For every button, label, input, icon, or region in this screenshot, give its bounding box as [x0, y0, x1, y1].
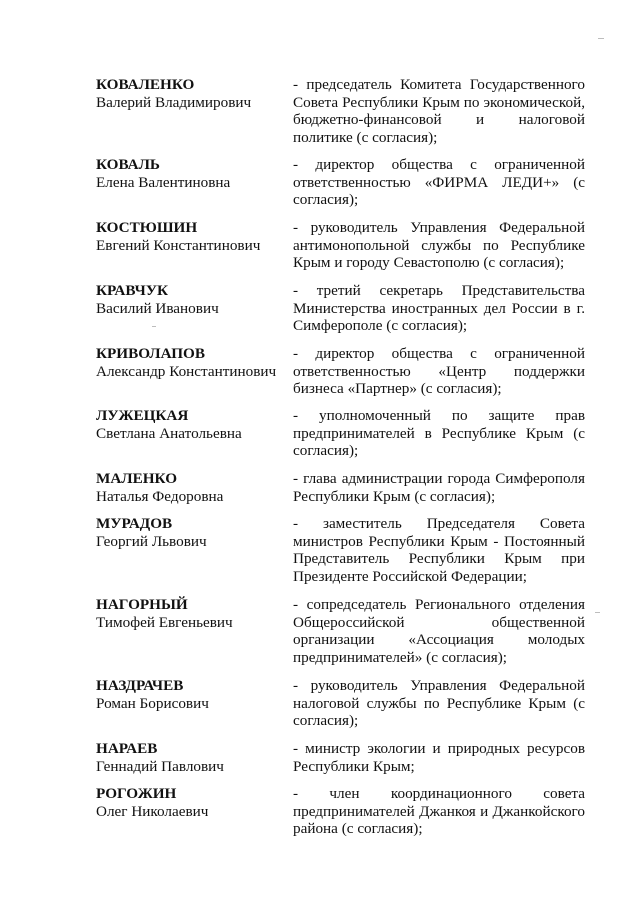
member-name	[96, 219, 286, 254]
member-role: - сопредседатель Регионального отделения Общероссийской общественной организации «Ассоциация молодых предпринимателей» (с согласия);	[293, 596, 585, 666]
member-surname: НАГОРНЫЙ	[96, 596, 188, 613]
member-name	[96, 345, 286, 380]
member-given-names: Елена Валентиновна	[96, 173, 231, 191]
member-name	[96, 76, 286, 111]
scan-speck	[595, 612, 600, 613]
member-given-names: Евгений Константинович	[96, 236, 261, 254]
member-role: - министр экологии и природных ресурсов Республики Крым;	[293, 740, 585, 775]
member-surname: КОВАЛЕНКО	[96, 76, 195, 93]
member-role: - уполномоченный по защите прав предпринимателей в Республике Крым (с согласия);	[293, 407, 585, 460]
member-name	[96, 470, 286, 505]
member-surname: НАРАЕВ	[96, 740, 158, 757]
scan-speck	[152, 326, 156, 327]
member-given-names: Тимофей Евгеньевич	[96, 613, 233, 631]
member-role: - руководитель Управления Федеральной антимонопольной службы по Республике Крым и городу Севастополю (с согласия);	[293, 219, 585, 272]
member-surname: ЛУЖЕЦКАЯ	[96, 407, 189, 424]
scan-speck	[598, 38, 604, 39]
member-name	[96, 677, 286, 712]
member-given-names: Василий Иванович	[96, 299, 219, 317]
member-given-names: Светлана Анатольевна	[96, 424, 242, 442]
member-surname: КРИВОЛАПОВ	[96, 345, 205, 362]
member-role: - заместитель Председателя Совета министров Республики Крым - Постоянный Представитель Республики Крым при Президенте Российской Федерации;	[293, 515, 585, 585]
member-surname: КРАВЧУК	[96, 282, 168, 299]
member-given-names: Геннадий Павлович	[96, 757, 224, 775]
member-name	[96, 785, 286, 820]
member-given-names: Георгий Львович	[96, 532, 207, 550]
member-name	[96, 407, 286, 442]
member-role: - глава администрации города Симферополя Республики Крым (с согласия);	[293, 470, 585, 505]
member-name	[96, 282, 286, 317]
member-role: - член координационного совета предпринимателей Джанкоя и Джанкойского района (с согласия);	[293, 785, 585, 838]
member-given-names: Валерий Владимирович	[96, 93, 252, 111]
member-surname: МУРАДОВ	[96, 515, 173, 532]
member-role: - директор общества с ограниченной ответственностью «ФИРМА ЛЕДИ+» (с согласия);	[293, 156, 585, 209]
member-given-names: Олег Николаевич	[96, 802, 209, 820]
member-surname: РОГОЖИН	[96, 785, 177, 802]
member-given-names: Роман Борисович	[96, 694, 209, 712]
member-name	[96, 596, 286, 631]
member-surname: КОСТЮШИН	[96, 219, 198, 236]
member-given-names: Александр Константинович	[96, 362, 277, 380]
member-role: - директор общества с ограниченной ответственностью «Центр поддержки бизнеса «Партнер» (с согласия);	[293, 345, 585, 398]
member-name	[96, 515, 286, 550]
member-role: - председатель Комитета Государственного Совета Республики Крым по экономической, бюджетно-финансовой и налоговой политике (с согласия);	[293, 76, 585, 146]
member-role: - третий секретарь Представительства Министерства иностранных дел России в г. Симферополе (с согласия);	[293, 282, 585, 335]
member-name	[96, 740, 286, 775]
member-surname: НАЗДРАЧЕВ	[96, 677, 184, 694]
member-given-names: Наталья Федоровна	[96, 487, 224, 505]
member-name	[96, 156, 286, 191]
member-surname: КОВАЛЬ	[96, 156, 160, 173]
member-role: - руководитель Управления Федеральной налоговой службы по Республике Крым (с согласия);	[293, 677, 585, 730]
member-surname: МАЛЕНКО	[96, 470, 178, 487]
